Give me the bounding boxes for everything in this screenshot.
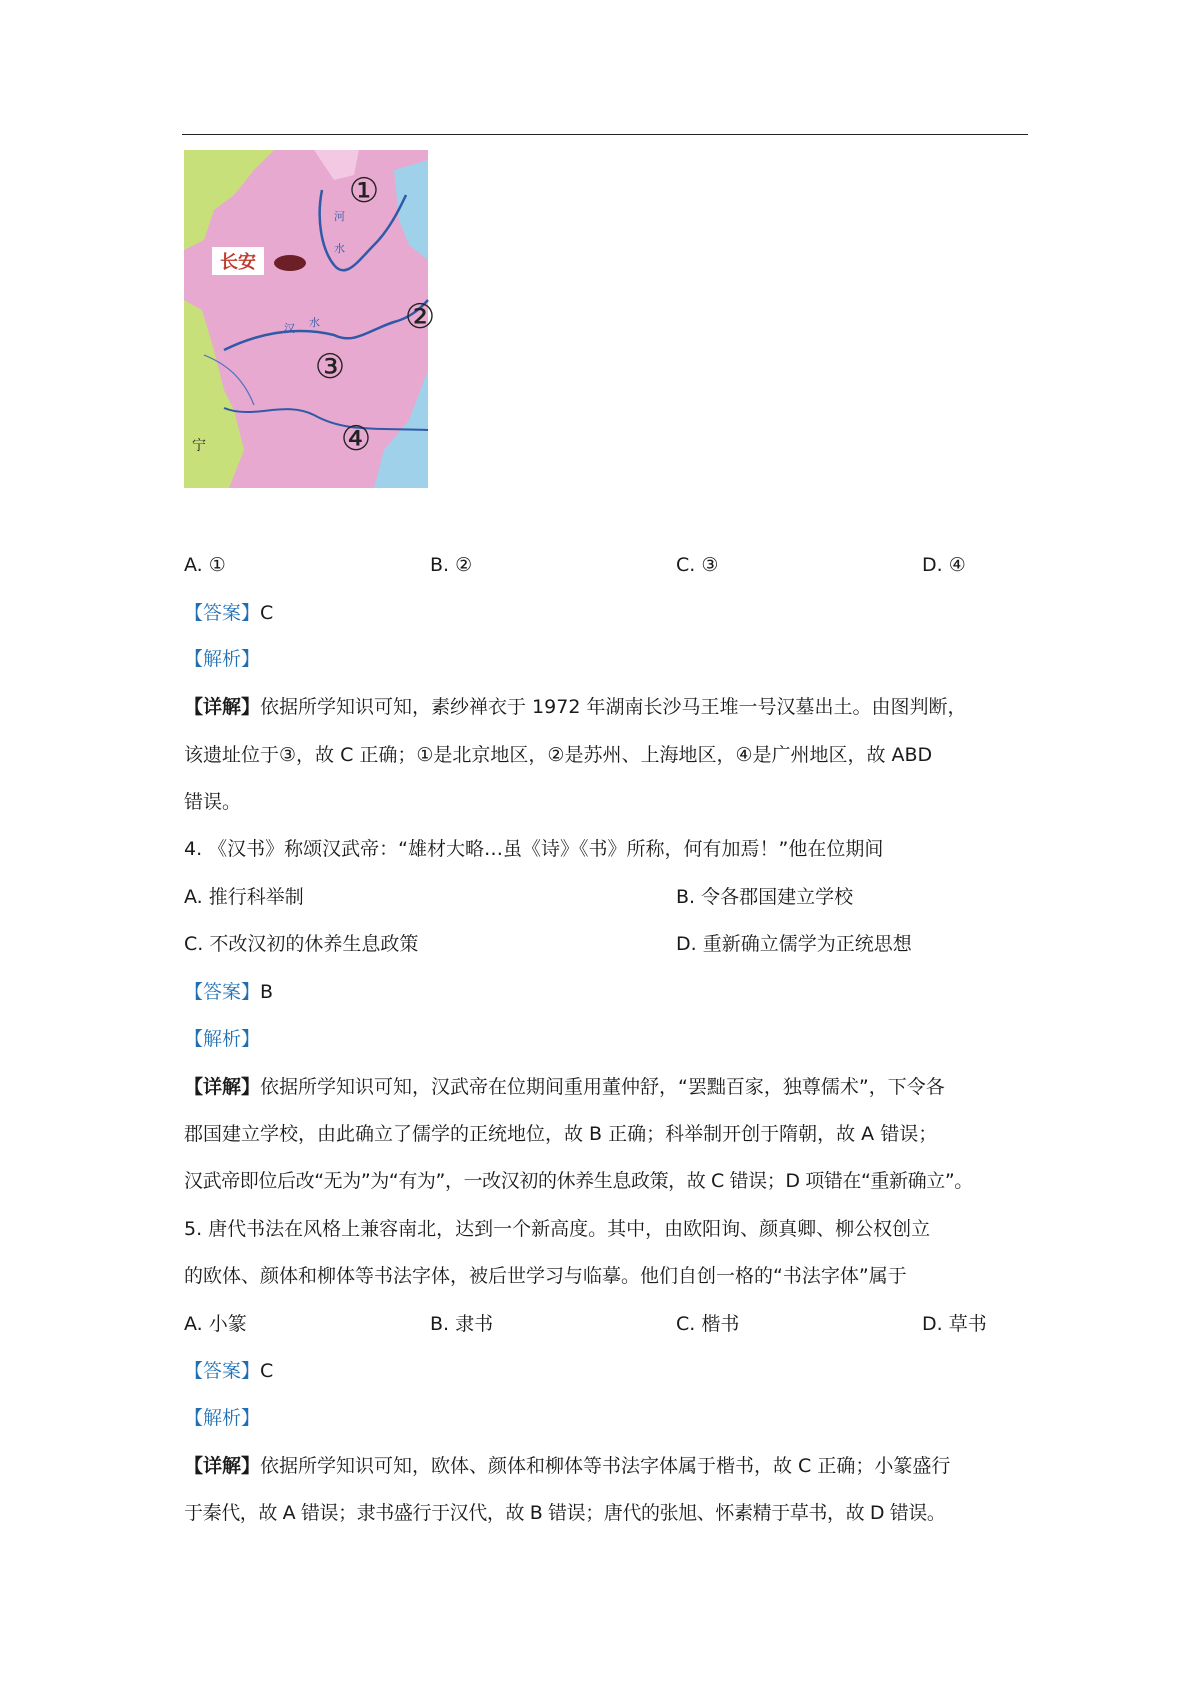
q3-option-c[interactable]: C. ③ (676, 554, 719, 576)
q4-detail-text-1: 依据所学知识可知，汉武帝在位期间重用董仲舒，“罢黜百家，独尊儒术”，下令各 (260, 1076, 945, 1098)
q5-stem-line-2: 的欧体、颜体和柳体等书法字体，被后世学习与临摹。他们自创一格的“书法字体”属于 (184, 1265, 907, 1287)
q4-option-a[interactable]: A. 推行科举制 (184, 886, 304, 908)
q5-detail-text-1: 依据所学知识可知，欧体、颜体和柳体等书法字体属于楷书，故 C 正确；小篆盛行 (260, 1455, 951, 1477)
q4-answer-tag: 【答案】 (184, 981, 261, 1003)
q4-detail-line-3: 汉武帝即位后改“无为”为“有为”，一改汉初的休养生息政策，故 C 错误；D 项错在“重新确立”。 (184, 1170, 973, 1192)
q3-analysis-tag: 【解析】 (184, 648, 261, 670)
river-label-2: 水 (334, 242, 345, 255)
q5-detail-line-2: 于秦代，故 A 错误；隶书盛行于汉代，故 B 错误；唐代的张旭、怀素精于草书，故 D 错误。 (184, 1502, 946, 1524)
changan-label: 长安 (220, 252, 256, 273)
q3-option-a[interactable]: A. ① (184, 554, 226, 576)
river-label-1: 河 (334, 210, 345, 223)
river-label-4: 水 (309, 316, 320, 329)
changan-marker-icon (274, 255, 306, 271)
q5-stem-line-1: 5. 唐代书法在风格上兼容南北，达到一个新高度。其中，由欧阳询、颜真卿、柳公权创立 (184, 1218, 931, 1240)
q3-answer-value: C (260, 602, 274, 624)
q4-option-d[interactable]: D. 重新确立儒学为正统思想 (676, 933, 912, 955)
q4-analysis-tag: 【解析】 (184, 1028, 261, 1050)
marker-1: ① (348, 171, 380, 211)
q3-detail-line-3: 错误。 (184, 791, 242, 813)
map-illustration (184, 150, 436, 488)
q5-option-b[interactable]: B. 隶书 (430, 1313, 494, 1335)
q4-stem: 4. 《汉书》称颂汉武帝：“雄材大略…虽《诗》《书》所称，何有加焉！”他在位期间 (184, 838, 884, 860)
header-rule (182, 134, 1028, 135)
q3-detail-line-2: 该遗址位于③，故 C 正确；①是北京地区，②是苏州、上海地区，④是广州地区，故 ABD (184, 744, 933, 766)
q4-detail-tag: 【详解】 (184, 1076, 261, 1098)
q4-option-c[interactable]: C. 不改汉初的休养生息政策 (184, 933, 419, 955)
edge-label: 宁 (192, 438, 206, 454)
q4-answer-value: B (260, 981, 274, 1003)
q5-answer-value: C (260, 1360, 274, 1382)
q4-answer (184, 979, 273, 1005)
q5-analysis (184, 1405, 260, 1431)
q5-answer (184, 1358, 273, 1384)
q3-detail-line-1 (184, 694, 966, 720)
q5-answer-tag: 【答案】 (184, 1360, 261, 1382)
historical-map (184, 150, 436, 488)
marker-2: ② (404, 297, 436, 337)
q5-analysis-tag: 【解析】 (184, 1407, 261, 1429)
q4-detail-line-1 (184, 1074, 945, 1100)
marker-3: ③ (314, 347, 346, 387)
q5-option-c[interactable]: C. 楷书 (676, 1313, 740, 1335)
q3-option-d[interactable]: D. ④ (922, 554, 966, 576)
q5-option-d[interactable]: D. 草书 (922, 1313, 987, 1335)
q3-detail-text-1: 依据所学知识可知，素纱禅衣于 1972 年湖南长沙马王堆一号汉墓出土。由图判断， (260, 696, 967, 718)
q3-answer-tag: 【答案】 (184, 602, 261, 624)
marker-4: ④ (340, 419, 372, 459)
q3-analysis (184, 646, 260, 672)
q5-detail-tag: 【详解】 (184, 1455, 261, 1477)
river-label-3: 汉 (284, 322, 295, 335)
q4-option-b[interactable]: B. 令各郡国建立学校 (676, 886, 854, 908)
q3-answer (184, 600, 273, 626)
q3-detail-tag: 【详解】 (184, 696, 261, 718)
q4-detail-line-2: 郡国建立学校，由此确立了儒学的正统地位，故 B 正确；科举制开创于隋朝，故 A 错误； (184, 1123, 938, 1145)
q5-detail-line-1 (184, 1453, 950, 1479)
q4-analysis (184, 1026, 260, 1052)
q5-option-a[interactable]: A. 小篆 (184, 1313, 247, 1335)
q3-option-b[interactable]: B. ② (430, 554, 473, 576)
